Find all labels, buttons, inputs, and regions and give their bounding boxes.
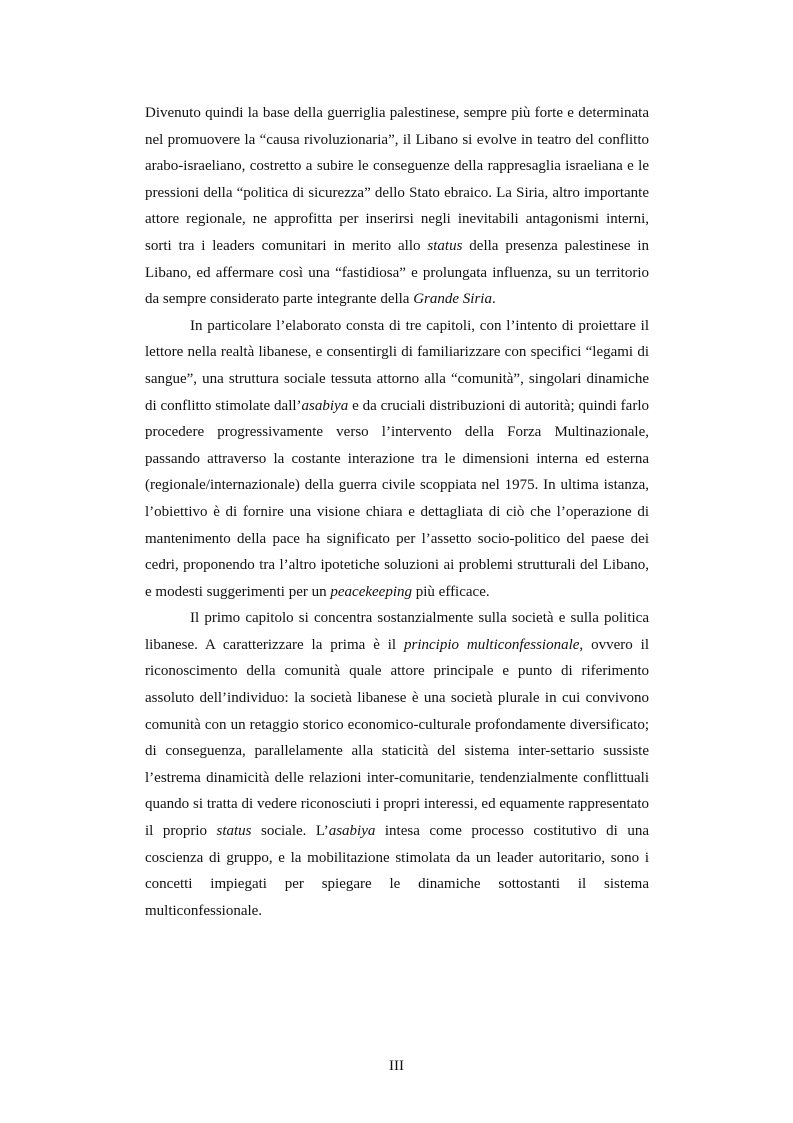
body-text <box>145 100 649 924</box>
paragraph-1: Divenuto quindi la base della guerriglia palestinese, sempre più forte e determinata nel promuovere la “causa rivoluzionaria”, il Libano si evolve in teatro del conflitto arabo-israeliano, costretto a subire le conseguenze della rappresaglia israeliana e le pressioni della “politica di sicurezza” dello Stato ebraico. La Siria, altro importante attore regionale, ne approfitta per inserirsi negli inevitabili antagonismi interni, sorti tra i leaders comunitari in merito allo status della presenza palestinese in Libano, ed affermare così una “fastidiosa” e prolungata influenza, su un territorio da sempre considerato parte integrante della Grande Siria. <box>145 105 649 308</box>
paragraph-3: Il primo capitolo si concentra sostanzialmente sulla società e sulla politica libanese. A caratterizzare la prima è il principio multiconfessionale, ovvero il riconoscimento della comunità quale attore principale e punto di riferimento assoluto dell’individuo: la società libanese è una società plurale in cui convivono comunità con un retaggio storico economico-culturale profondamente diversificato; di conseguenza, parallelamente alla staticità del sistema inter-settario sussiste l’estrema dinamicità delle relazioni inter-comunitarie, tendenzialmente conflittuali quando si tratta di vedere riconosciuti i propri interessi, ed equamente rappresentato il proprio status sociale. L’asabiya intesa come processo costitutivo di una coscienza di gruppo, e la mobilitazione stimolata da un leader autoritario, sono i concetti impiegati per spiegare le dinamiche sottostanti il sistema multiconfessionale. <box>145 610 649 919</box>
page-number: III <box>389 1058 404 1074</box>
paragraph-2: In particolare l’elaborato consta di tre capitoli, con l’intento di proiettare il lettore nella realtà libanese, e consentirgli di familiarizzare con specifici “legami di sangue”, una struttura sociale tessuta attorno alla “comunità”, singolari dinamiche di conflitto stimolate dall’asabiya e da cruciali distribuzioni di autorità; quindi farlo procedere progressivamente verso l’intervento della Forza Multinazionale, passando attraverso la costante interazione tra le dimensioni interna ed esterna (regionale/internazionale) della guerra civile scoppiata nel 1975. In ultima istanza, l’obiettivo è di fornire una visione chiara e dettagliata di ciò che l’operazione di mantenimento della pace ha significato per l’assetto socio-politico del paese dei cedri, proponendo tra l’altro ipotetiche soluzioni ai problemi strutturali del Libano, e modesti suggerimenti per un peacekeeping più efficace. <box>145 317 649 600</box>
